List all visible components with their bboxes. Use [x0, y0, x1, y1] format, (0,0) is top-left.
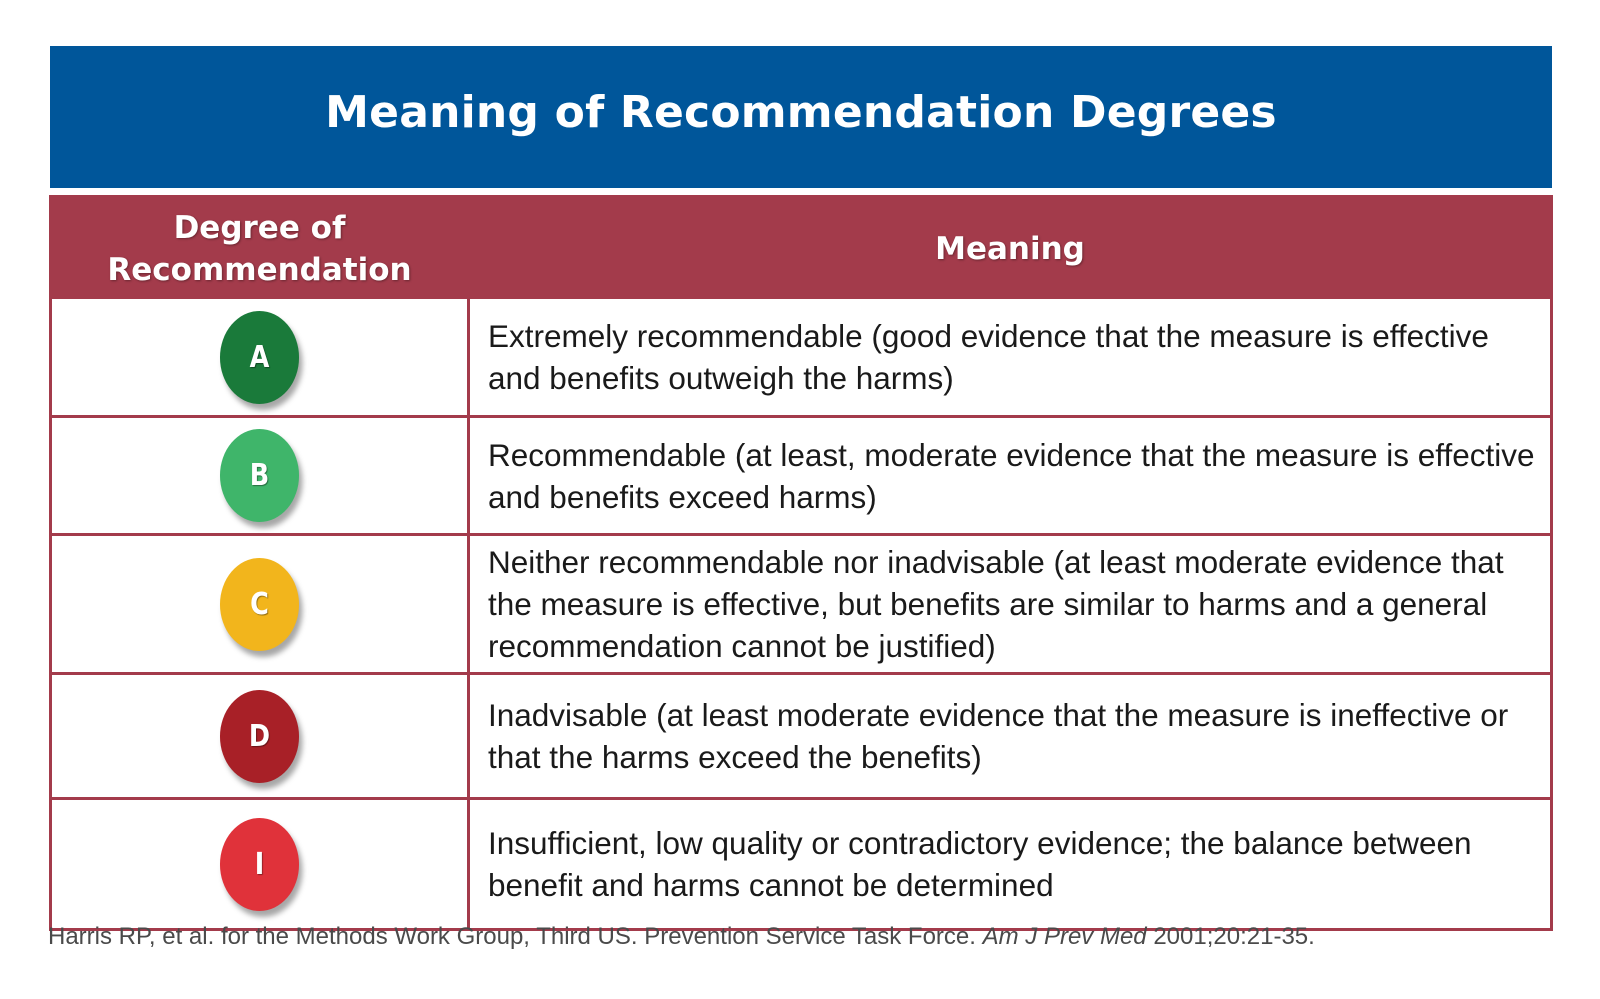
- table-row: [52, 533, 1550, 672]
- grade-cell: [52, 299, 470, 415]
- meaning-text: Neither recommendable nor inadvisable (at least moderate evidence that the measure is effective, but benefits are similar to harms and a general recommendation cannot be justified): [488, 544, 1504, 664]
- table-header: [52, 198, 1550, 299]
- grade-cell: [52, 536, 470, 672]
- citation-journal: Am J Prev Med: [982, 923, 1147, 950]
- citation: [48, 923, 1548, 951]
- citation-authors: Harris RP, et al. for the Methods Work Group, Third US. Prevention Service Task Force.: [48, 923, 976, 950]
- table-row: [52, 797, 1550, 928]
- meaning-text: Recommendable (at least, moderate evidence that the measure is effective and benefits exceed harms): [488, 436, 1535, 515]
- grade-badge-i: I: [220, 818, 299, 911]
- meaning-text: Inadvisable (at least moderate evidence that the measure is ineffective or that the harms exceed the benefits): [488, 697, 1509, 775]
- grade-badge-a: A: [220, 311, 299, 404]
- grade-badge-d: D: [220, 690, 299, 783]
- table-row: [52, 415, 1550, 533]
- page-title: Meaning of Recommendation Degrees: [325, 86, 1277, 138]
- table-row: [52, 672, 1550, 797]
- header-degree-line1: Degree of: [173, 209, 346, 246]
- meaning-cell: [470, 536, 1550, 672]
- citation-details: 2001;20:21-35.: [1153, 923, 1315, 950]
- recommendation-table: [49, 195, 1553, 931]
- grade-cell: [52, 800, 470, 928]
- grade-cell: [52, 675, 470, 797]
- grade-badge-b: B: [220, 429, 299, 522]
- meaning-text: Extremely recommendable (good evidence that the measure is effective and benefits outweigh the harms): [488, 318, 1489, 396]
- title-banner: [50, 46, 1552, 188]
- table-row: [52, 296, 1550, 415]
- header-degree: [52, 198, 467, 299]
- meaning-cell: [470, 299, 1550, 415]
- header-meaning: Meaning: [935, 230, 1085, 267]
- meaning-text: Insufficient, low quality or contradictory evidence; the balance between benefit and harms cannot be determined: [488, 825, 1472, 903]
- meaning-cell: [470, 418, 1550, 533]
- meaning-cell: [470, 675, 1550, 797]
- grade-cell: [52, 418, 470, 533]
- grade-badge-c: C: [220, 558, 299, 651]
- header-degree-line2: Recommendation: [107, 251, 412, 288]
- meaning-cell: [470, 800, 1550, 928]
